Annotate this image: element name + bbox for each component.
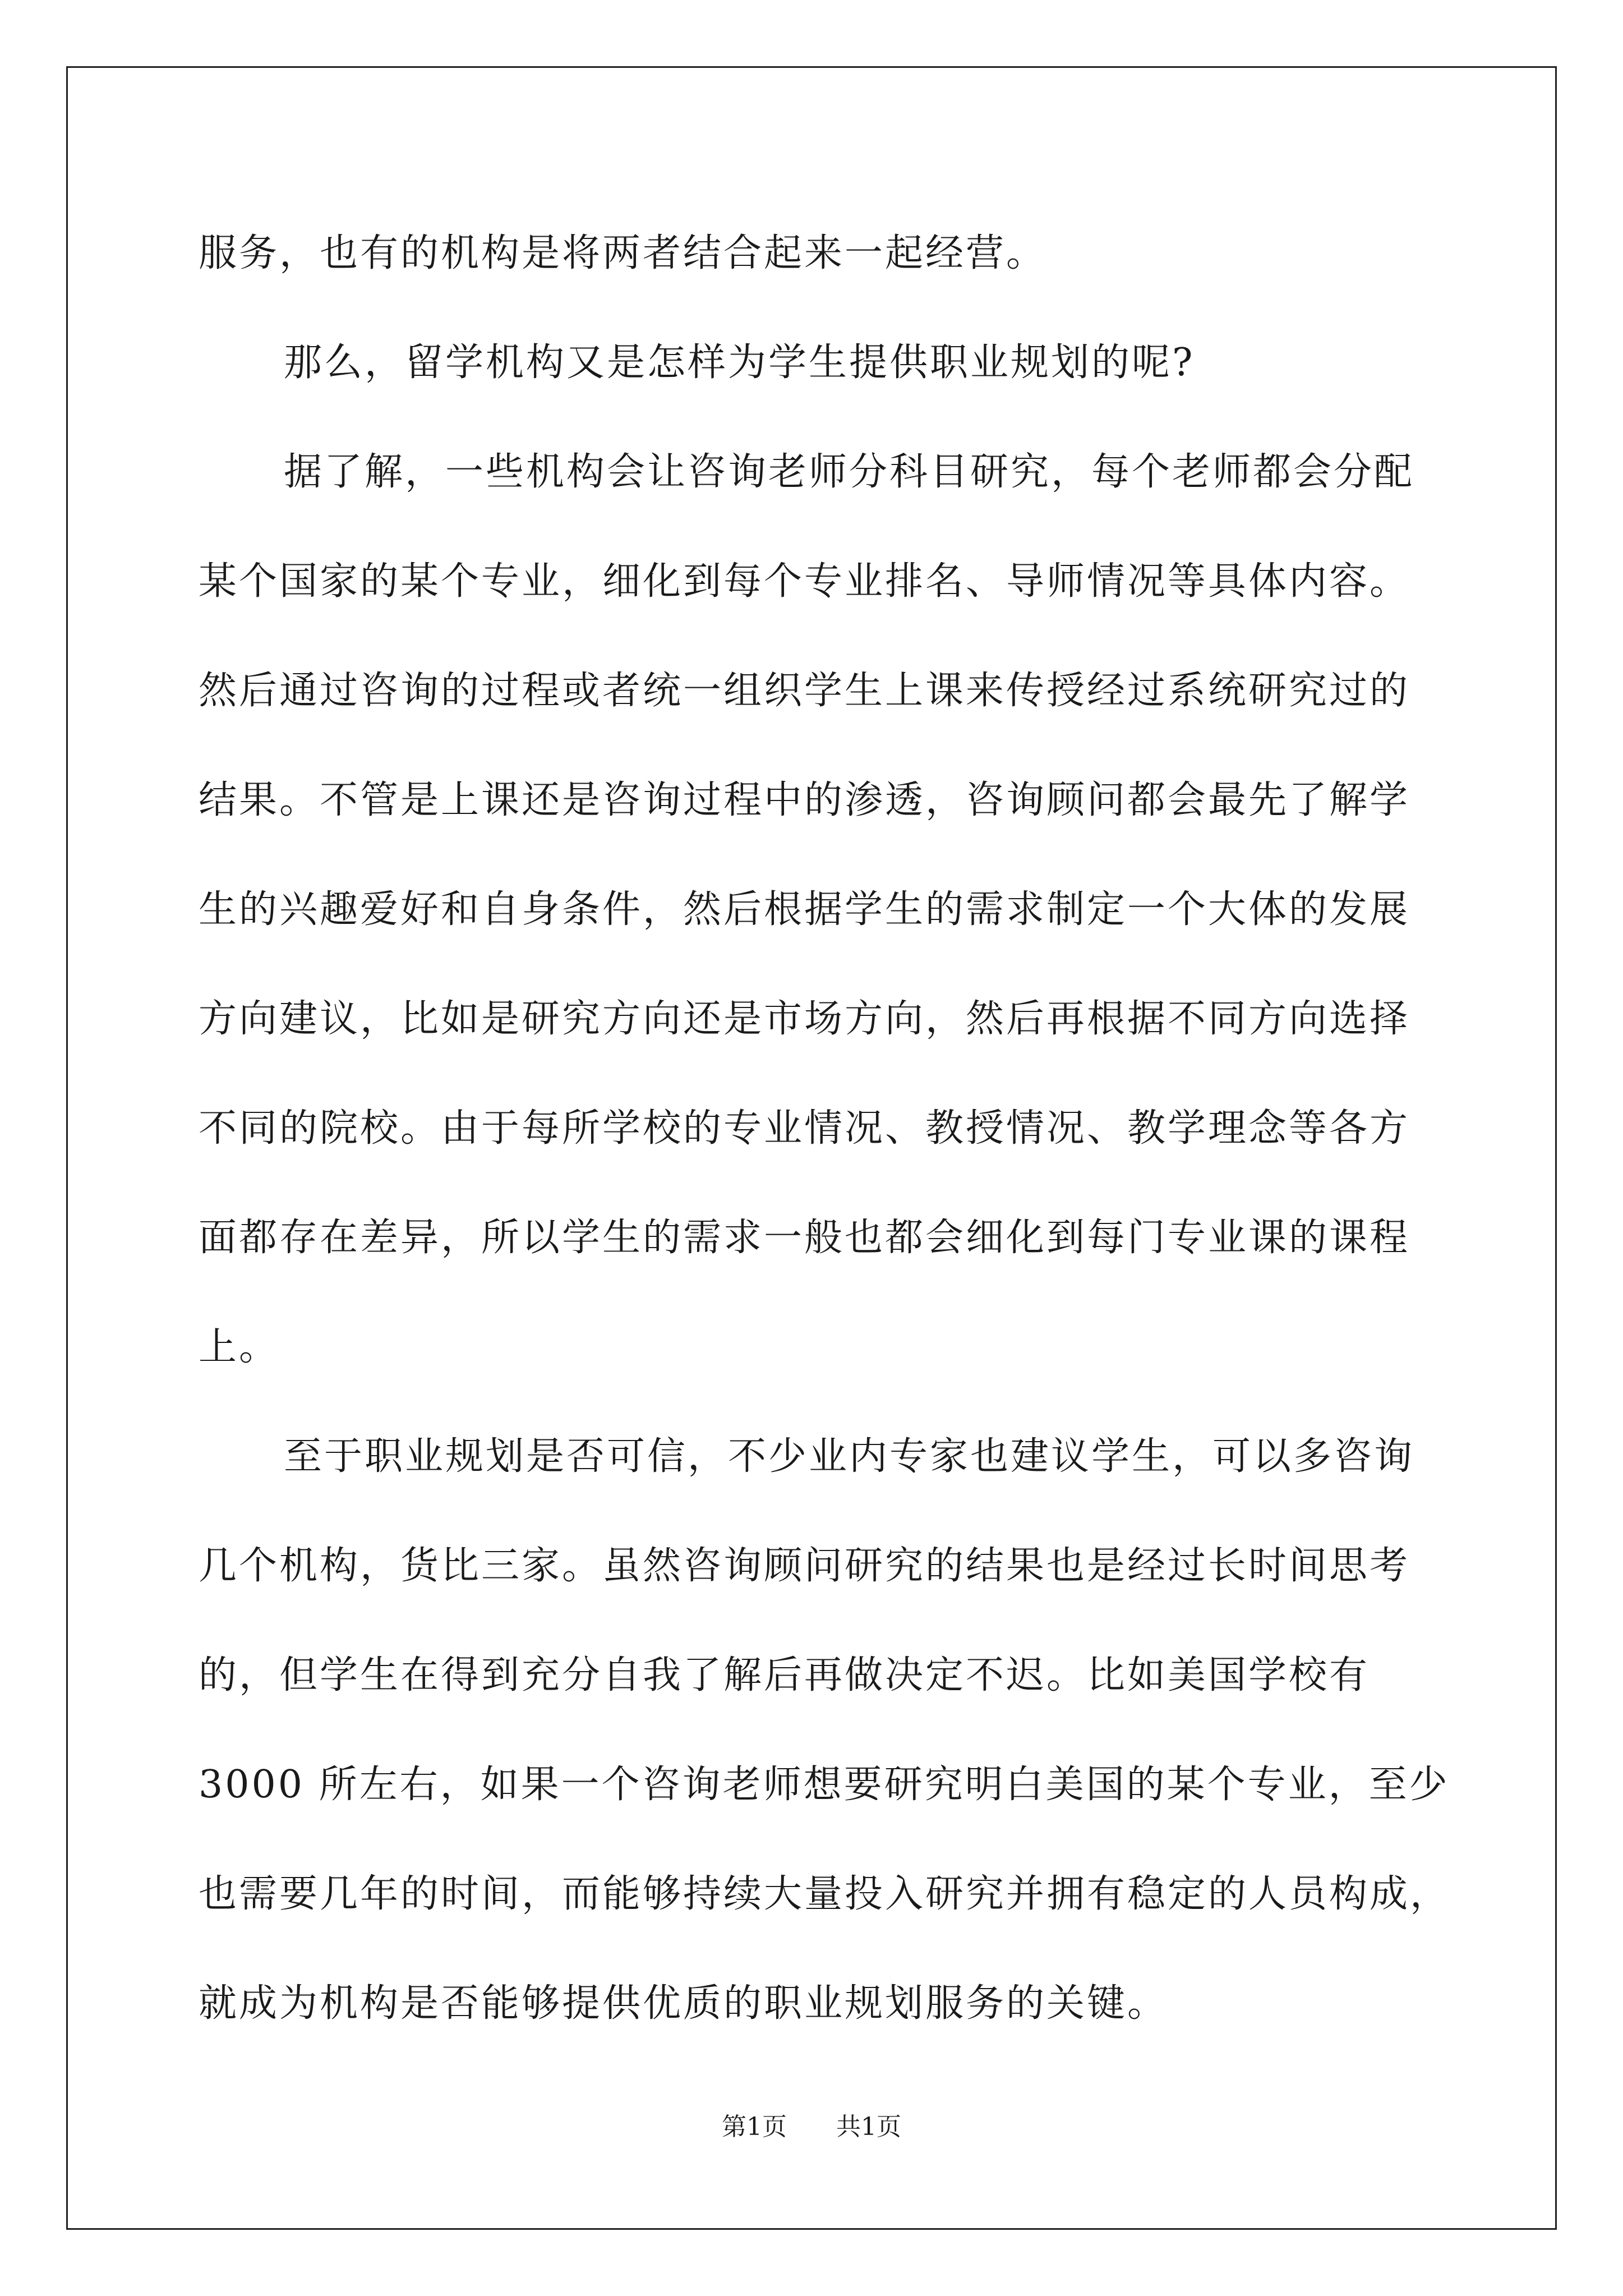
text-line: 不同的院校。由于每所学校的专业情况、教授情况、教学理念等各方 bbox=[199, 1106, 1410, 1151]
page-footer bbox=[0, 2115, 1623, 2139]
text-line: 3000 所左右，如果一个咨询老师想要研究明白美国的某个专业，至少 bbox=[199, 1763, 1450, 1807]
text-line: 那么，留学机构又是怎样为学生提供职业规划的呢? bbox=[284, 341, 1195, 385]
text-line: 就成为机构是否能够提供优质的职业规划服务的关键。 bbox=[199, 1981, 1168, 2026]
text-line: 然后通过咨询的过程或者统一组织学生上课来传授经过系统研究过的 bbox=[199, 669, 1410, 713]
text-line: 上。 bbox=[199, 1325, 280, 1369]
text-line: 生的兴趣爱好和自身条件，然后根据学生的需求制定一个大体的发展 bbox=[199, 887, 1410, 932]
text-line: 结果。不管是上课还是咨询过程中的渗透，咨询顾问都会最先了解学 bbox=[199, 778, 1410, 822]
text-line: 服务，也有的机构是将两者结合起来一起经营。 bbox=[199, 231, 1047, 275]
page-total: 共1页 bbox=[836, 2113, 901, 2141]
page-number: 第1页 bbox=[722, 2113, 787, 2141]
text-line: 的，但学生在得到充分自我了解后再做决定不迟。比如美国学校有 bbox=[199, 1653, 1370, 1697]
text-line: 据了解，一些机构会让咨询老师分科目研究，每个老师都会分配 bbox=[284, 450, 1415, 494]
text-line: 某个国家的某个专业，细化到每个专业排名、导师情况等具体内容。 bbox=[199, 559, 1410, 604]
text-line: 面都存在差异，所以学生的需求一般也都会细化到每门专业课的课程 bbox=[199, 1216, 1410, 1260]
text-line: 几个机构，货比三家。虽然咨询顾问研究的结果也是经过长时间思考 bbox=[199, 1544, 1410, 1588]
text-line: 至于职业规划是否可信，不少业内专家也建议学生，可以多咨询 bbox=[284, 1434, 1415, 1479]
text-line: 方向建议，比如是研究方向还是市场方向，然后再根据不同方向选择 bbox=[199, 997, 1410, 1041]
text-line: 也需要几年的时间，而能够持续大量投入研究并拥有稳定的人员构成， bbox=[199, 1872, 1451, 1916]
